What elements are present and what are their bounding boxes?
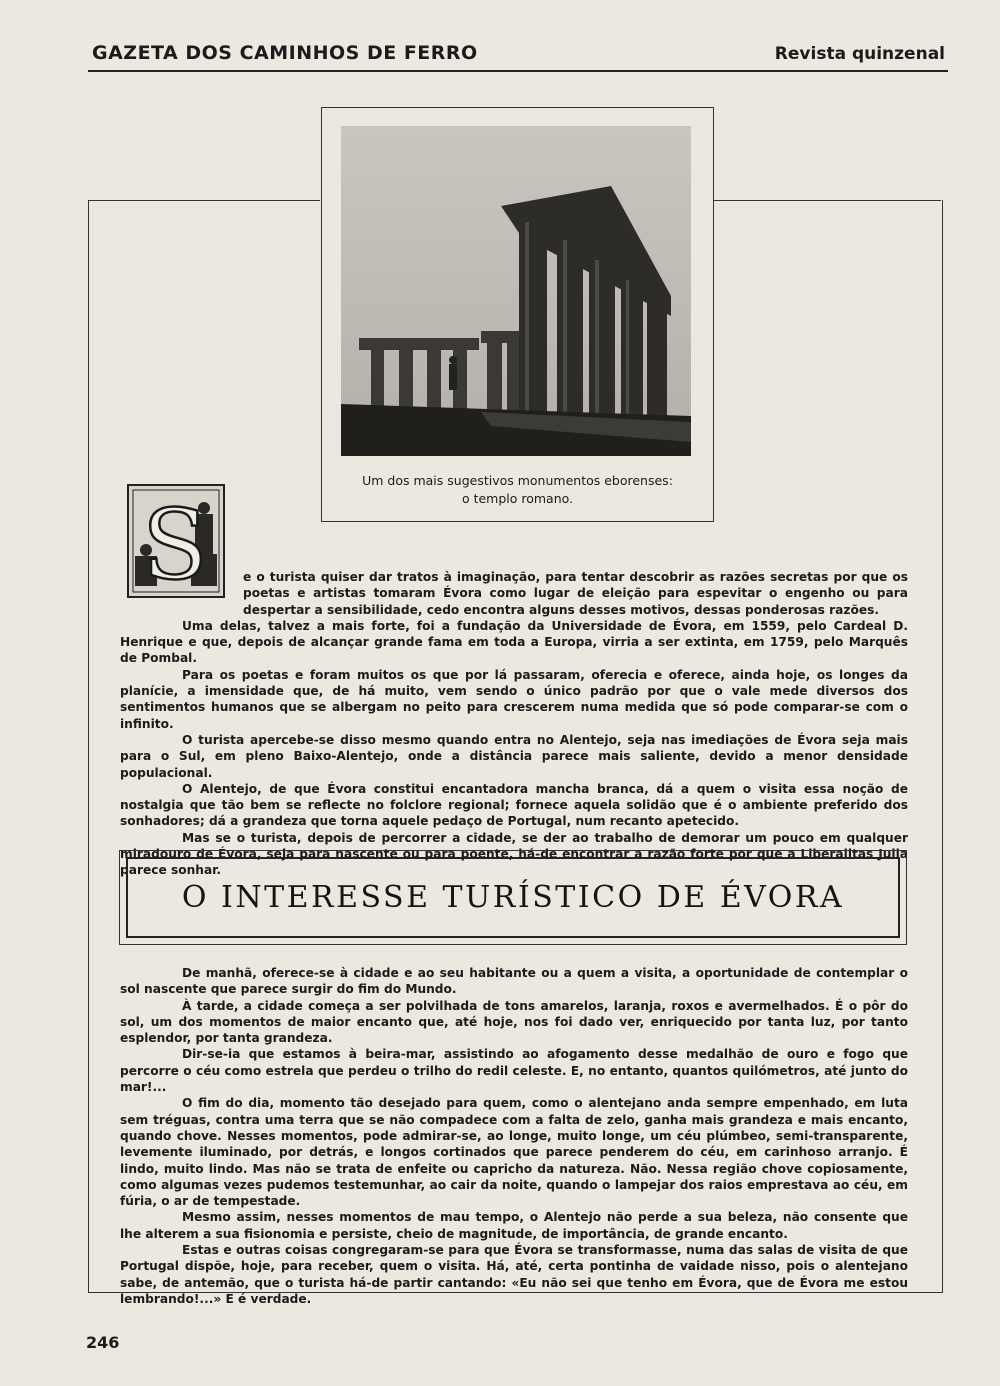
article-title-inner-frame (126, 857, 900, 938)
frame-top-left-rule (88, 200, 320, 201)
roman-temple-image (341, 126, 691, 456)
article-text (120, 965, 908, 1307)
page-number: 246 (86, 1333, 120, 1352)
article-paragraph-3: Dir-se-ia que estamos à beira-mar, assistindo ao afogamento desse medalhão de ouro e fogo que percorre o céu como estrela que perdeu o trilho do redil celeste. E, no entanto, quantos quilómetros, até junto do mar!... (120, 1047, 908, 1095)
publication-subtitle: Revista quinzenal (774, 44, 945, 64)
roman-temple-photo (341, 126, 691, 456)
frame-top-right-rule (712, 200, 941, 201)
svg-text:S: S (142, 489, 208, 596)
header-rule (88, 70, 948, 72)
intro-paragraph-5: O Alentejo, de que Évora constitui encantadora mancha branca, dá a quem o visita essa noção de nostalgia que tão bem se reflecte no folclore regional; fornece aquela solidão que é o ambiente preferido dos sonhadores; dá a grandeza que torna aquele pedaço de Portugal, num recanto apetecido. (120, 781, 908, 829)
article-paragraph-5: Mesmo assim, nesses momentos de mau tempo, o Alentejo não perde a sua beleza, não consente que lhe alterem a sua fisionomia e persiste, cheio de magnitude, de importância, de grande encanto. (120, 1210, 908, 1241)
intro-paragraph-3: Para os poetas e foram muitos os que por lá passaram, oferecia e oferece, ainda hoje, os longes da planície, a imensidade que, de há muito, vem sendo o único padrão por que o vale mede diversos dos sentimentos humanos que se albergam no peito para crescerem numa medida que só pode comparar-se com o infinito. (120, 667, 908, 731)
article-title: O INTERESSE TURÍSTICO DE ÉVORA (181, 880, 845, 915)
intro-text (120, 569, 908, 879)
article-title-box (119, 850, 907, 945)
article-paragraph-6: Estas e outras coisas congregaram-se para que Évora se transformasse, numa das salas de visita de que Portugal dispõe, hoje, para receber, quem o visita. Há, até, certa pontinha de vaidade nisso, pois o alentejano sabe, de antemão, que o turista há-de partir cantando: «Eu não sei que tenho em Évora, que de Évora me estou lembrando!...» E é verdade. (120, 1243, 908, 1306)
article-paragraph-2: À tarde, a cidade começa a ser polvilhada de tons amarelos, laranja, roxos e avermelhados. É o pôr do sol, um dos momentos de maior encanto que, até hoje, nos foi dado ver, enriquecido por tanta luz, por tanto esplendor, por tanta grandeza. (120, 998, 908, 1046)
article-paragraph-4: O fim do dia, momento tão desejado para quem, como o alentejano anda sempre empenhado, em luta sem tréguas, contra uma terra que se não compadece com a falta de zelo, ganha mais grandeza e mais encanto, quando chove. Nesses momentos, pode admirar-se, ao longe, muito longe, um céu plúmbeo, semi-transparente, levemente iluminado, por detrás, e longos cortinados que parece penderem do céu, em carinhoso arranjo. É lindo, muito lindo. Mas não se trata de enfeite ou capricho da natureza. Não. Nessa região chove copiosamente, como algumas vezes pudemos testemunhar, ao cair da noite, quando o lampejar dos raios emprestava ao céu, em fúria, o ar de tempestade. (120, 1096, 908, 1209)
photo-caption-line-2: o templo romano. (461, 491, 574, 506)
intro-paragraph-6: Mas se o turista, depois de percorrer a cidade, se der ao trabalho de demorar um pouco em qualquer miradouro de Évora, seja para nascente ou para poente, há-de encontrar a razão forte por que a Liberalitas Julia parece sonhar. (120, 830, 908, 878)
publication-title: GAZETA DOS CAMINHOS DE FERRO (92, 42, 478, 64)
photo-box (321, 107, 714, 522)
photo-caption-line-1: Um dos mais sugestivos monumentos eborenses: (362, 473, 673, 488)
intro-paragraph-2: Uma delas, talvez a mais forte, foi a fundação da Universidade de Évora, em 1559, pelo Cardeal D. Henrique e que, depois de alcançar grande fama em toda a Europa, virria a ser extinta, em 1759, pelo Marquês de Pombal. (120, 618, 908, 666)
intro-paragraph-1: e o turista quiser dar tratos à imaginação, para tentar descobrir as razões secretas por que os poetas e artistas tomaram Évora como lugar de eleição para espevitar o engenho ou para despertar a sensibilidade, cedo encontra alguns desses motivos, dessas ponderosas razões. (243, 570, 908, 617)
article-paragraph-1: De manhã, oferece-se à cidade e ao seu habitante ou a quem a visita, a oportunidade de contemplar o sol nascente que parece surgir do fim do Mundo. (120, 966, 908, 997)
intro-paragraph-4: O turista apercebe-se disso mesmo quando entra no Alentejo, seja nas imediações de Évora seja mais para o Sul, em pleno Baixo-Alentejo, onde a distância parece mais saliente, devido a menor densidade populacional. (120, 732, 908, 780)
